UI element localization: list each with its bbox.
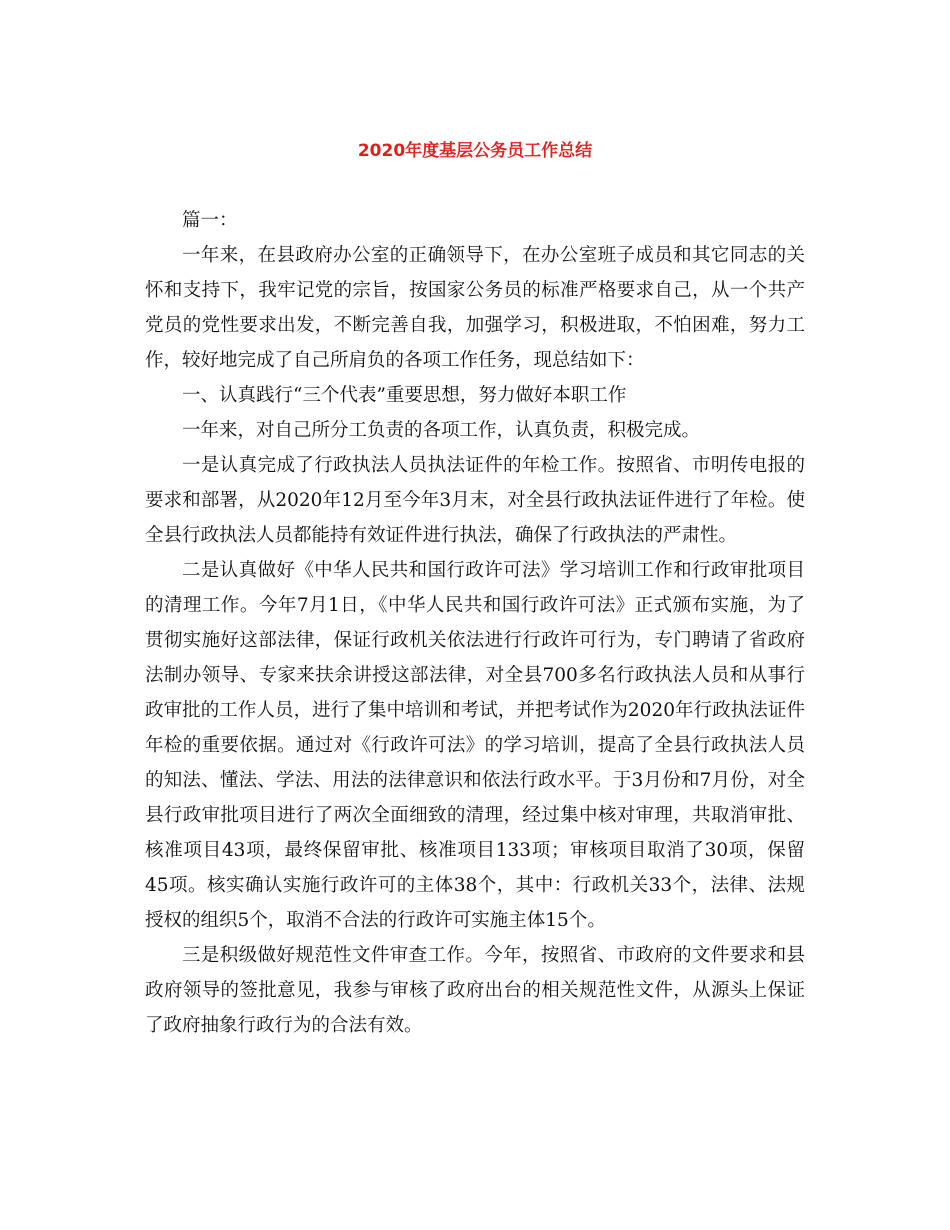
paragraph-item-one: 一是认真完成了行政执法人员执法证件的年检工作。按照省、市明传电报的要求和部署，从2020年12月至今年3月末，对全县行政执法证件进行了年检。使全县行政执法人员都能持有效证件进行执法，确保了行政执法的严肃性。 — [145, 455, 805, 546]
paragraph-item-three: 三是积级做好规范性文件审查工作。今年，按照省、市政府的文件要求和县政府领导的签批意见，我参与审核了政府出台的相关规范性文件，从源头上保证了政府抽象行政行为的合法有效。 — [145, 945, 805, 1036]
paragraph-heading-one: 一、认真践行“三个代表”重要思想，努力做好本职工作 — [182, 385, 627, 406]
paragraph-summary: 一年来，对自己所分工负责的各项工作，认真负责，积极完成。 — [182, 420, 701, 441]
paragraph-item-two: 二是认真做好《中华人民共和国行政许可法》学习培训工作和行政审批项目的清理工作。今年7月1日，《中华人民共和国行政许可法》正式颁布实施，为了贯彻实施好这部法律，保证行政机关依法进行行政许可行为，专门聘请了省政府法制办领导、专家来扶余讲授这部法律，对全县700多名行政执法人员和从事行政审批的工作人员，进行了集中培训和考试，并把考试作为2020年行政执法证件年检的重要依据。通过对《行政许可法》的学习培训，提高了全县行政执法人员的知法、懂法、学法、用法的法律意识和依法行政水平。于3月份和7月份，对全县行政审批项目进行了两次全面细致的清理，经过集中核对审理，共取消审批、核准项目43项，最终保留审批、核准项目133项；审核项目取消了30项，保留45项。核实确认实施行政许可的主体38个，其中：行政机关33个，法律、法规授权的组织5个，取消不合法的行政许可实施主体15个。 — [145, 560, 805, 931]
document-title: 2020年度基层公务员工作总结 — [357, 141, 593, 161]
document-body — [145, 203, 805, 1043]
paragraph-intro: 一年来，在县政府办公室的正确领导下，在办公室班子成员和其它同志的关怀和支持下，我牢记党的宗旨，按国家公务员的标准严格要求自己，从一个共产党员的党性要求出发，不断完善自我，加强学习，积极进取，不怕困难，努力工作，较好地完成了自己所肩负的各项工作任务，现总结如下： — [145, 245, 805, 371]
paragraph-section-label: 篇一： — [182, 210, 238, 231]
